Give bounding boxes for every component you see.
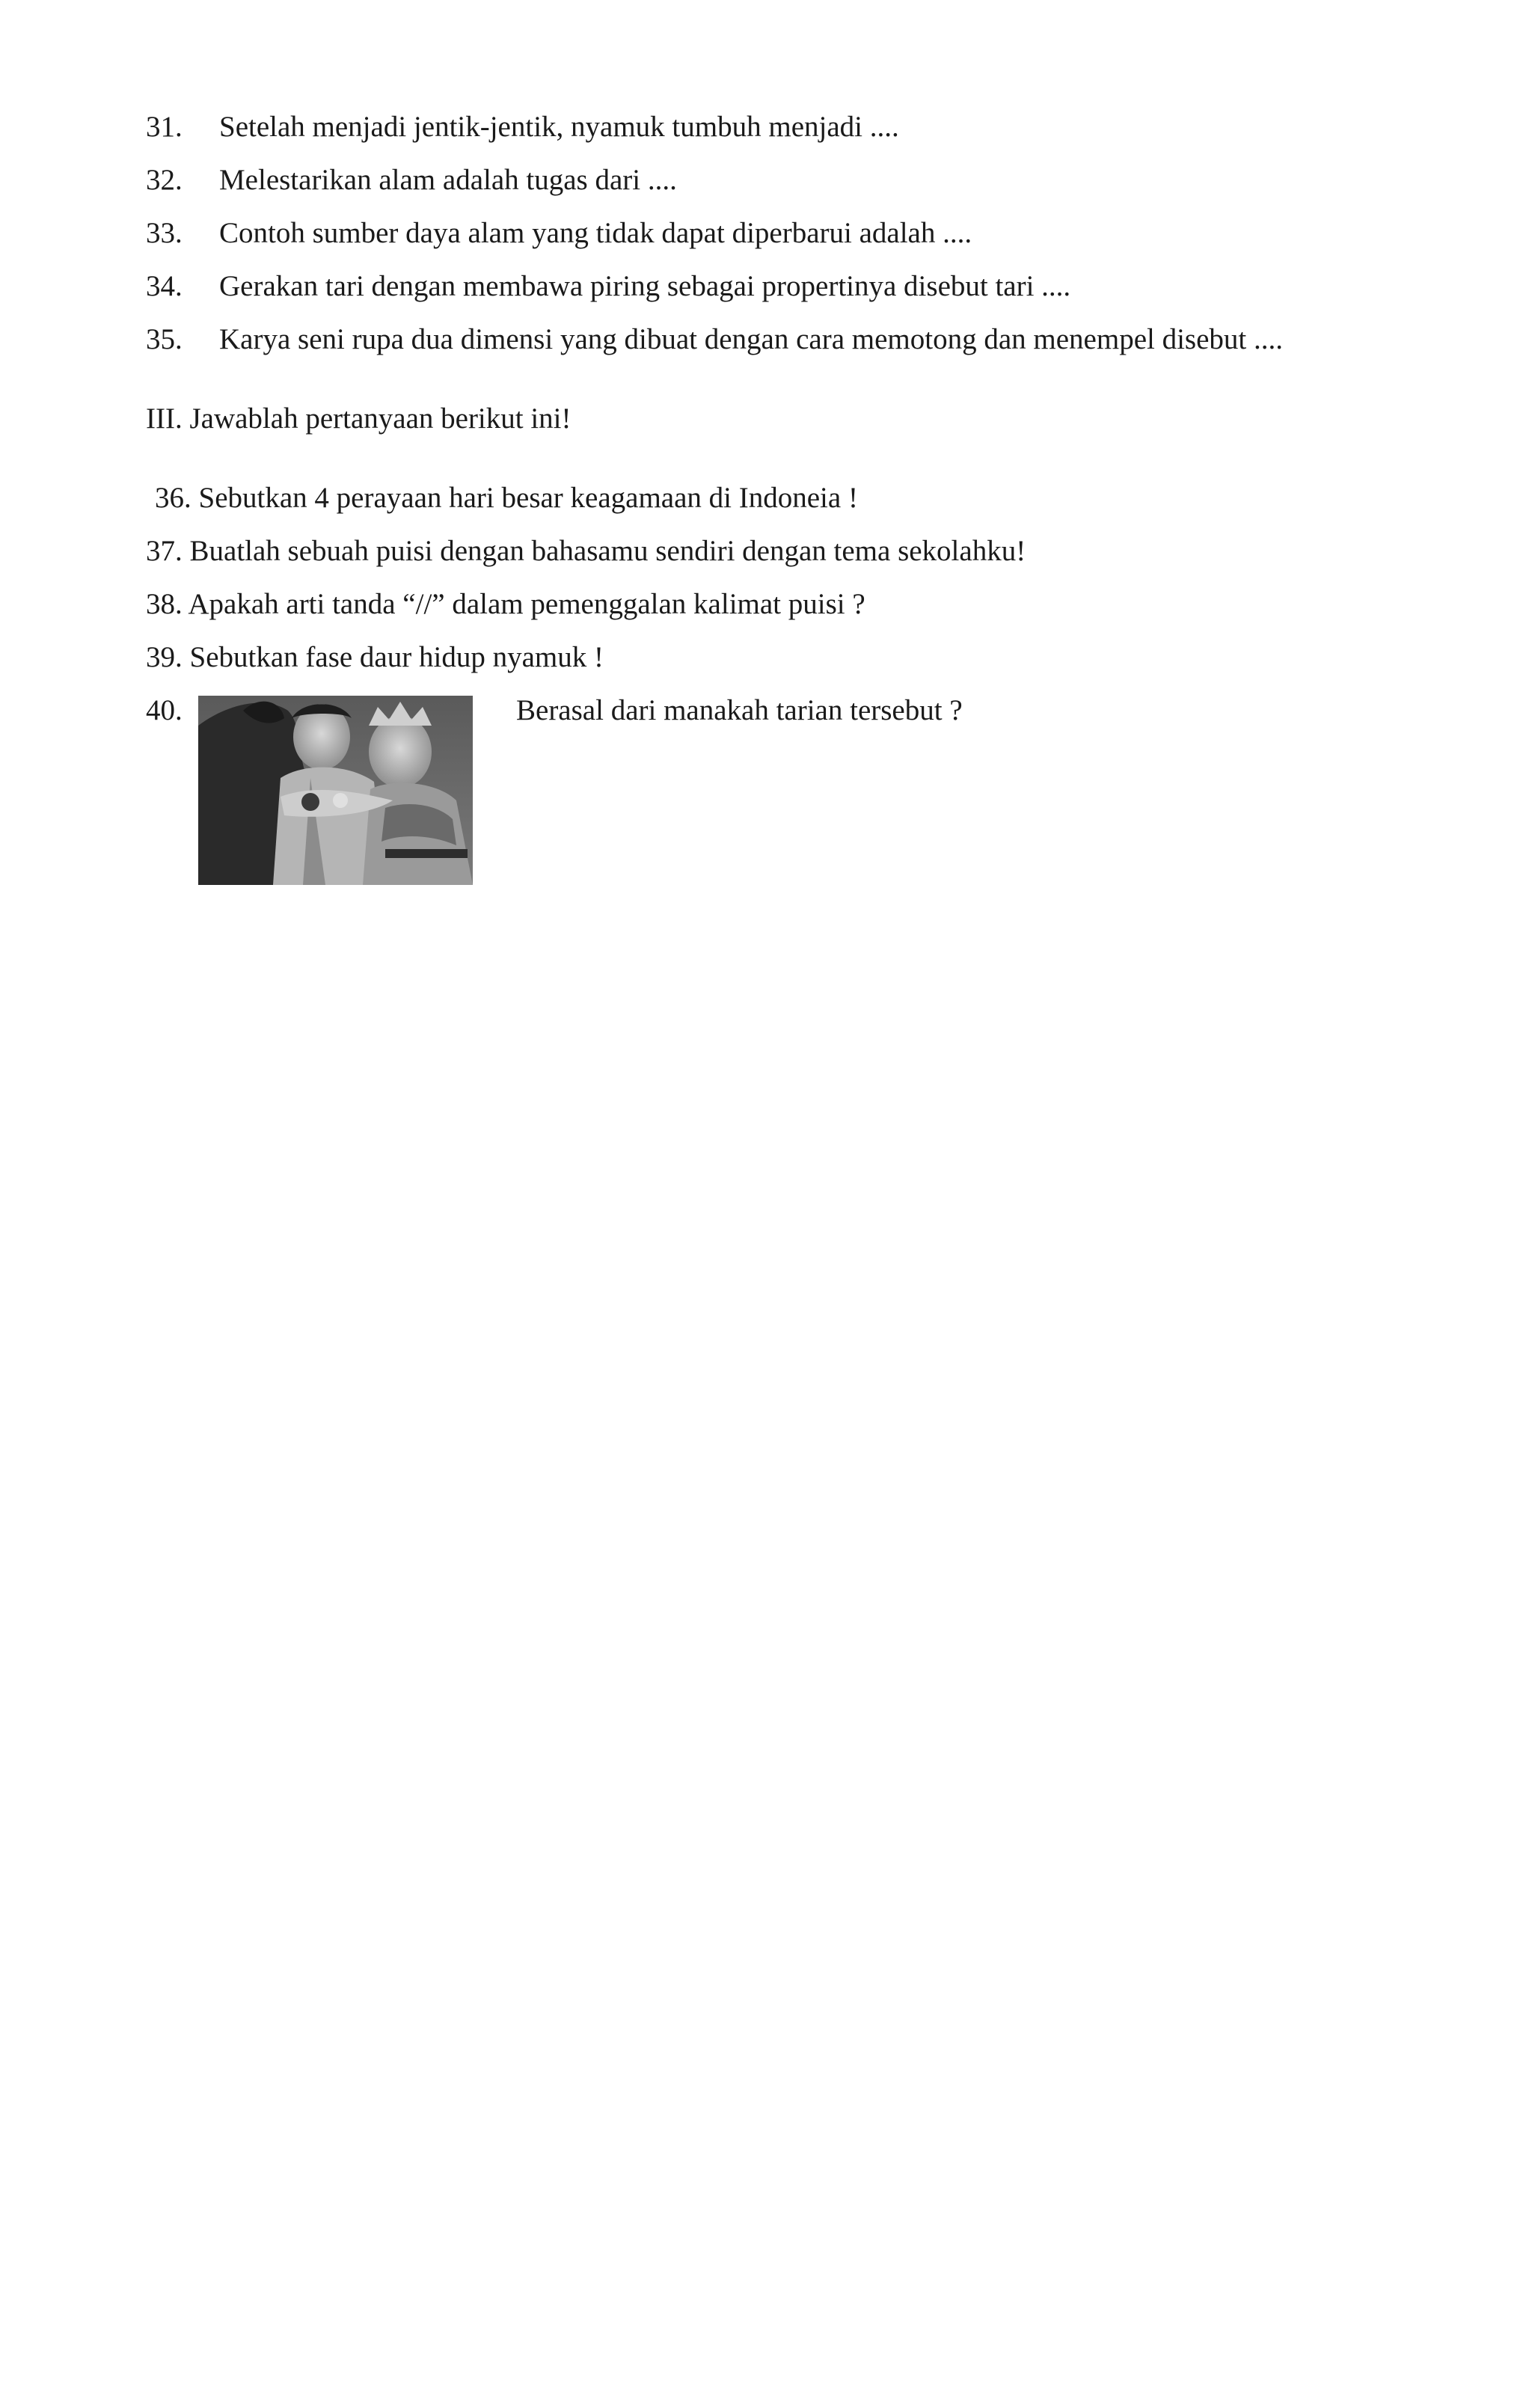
question-number: 31.: [146, 111, 183, 143]
question-text: Gerakan tari dengan membawa piring sebagai propertinya disebut tari ....: [219, 270, 1071, 302]
section-heading: III. Jawablah pertanyaan berikut ini!: [146, 402, 572, 435]
question-37: 37. Buatlah sebuah puisi dengan bahasamu sendiri dengan tema sekolahku!: [146, 535, 1026, 567]
question-40-number: 40.: [146, 694, 183, 726]
question-39: 39. Sebutkan fase daur hidup nyamuk !: [146, 641, 604, 673]
question-number: 35.: [146, 323, 183, 355]
question-36: 36. Sebutkan 4 perayaan hari besar keagamaan di Indoneia !: [155, 482, 858, 514]
question-number: 34.: [146, 270, 183, 302]
question-text: Melestarikan alam adalah tugas dari ....: [219, 164, 677, 196]
question-38: 38. Apakah arti tanda “//” dalam pemenggalan kalimat puisi ?: [146, 588, 865, 620]
question-text: Setelah menjadi jentik-jentik, nyamuk tumbuh menjadi ....: [219, 111, 899, 143]
traditional-dance-photo: [198, 696, 473, 885]
question-number: 32.: [146, 164, 183, 196]
question-text: Karya seni rupa dua dimensi yang dibuat dengan cara memotong dan menempel disebut ....: [219, 323, 1283, 355]
question-text: Contoh sumber daya alam yang tidak dapat diperbarui adalah ....: [219, 217, 972, 249]
question-number: 33.: [146, 217, 183, 249]
question-40-text: Berasal dari manakah tarian tersebut ?: [516, 694, 963, 726]
